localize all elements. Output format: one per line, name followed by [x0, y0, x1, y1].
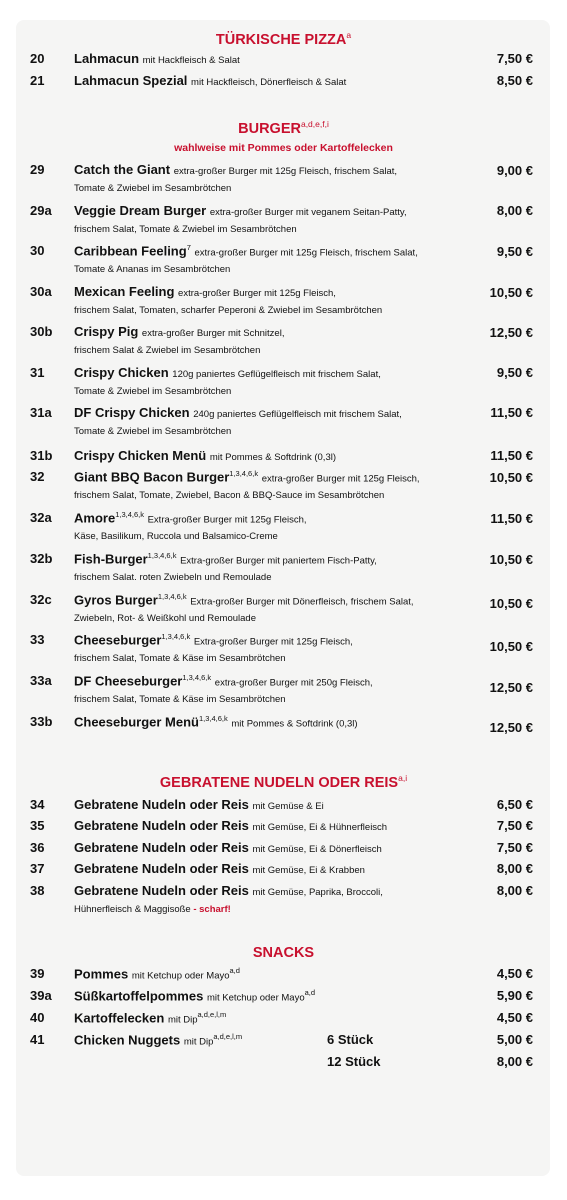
- item-price: 4,50 €: [496, 1010, 533, 1025]
- item-line: [74, 818, 387, 833]
- item-number: 31: [30, 365, 45, 380]
- item-description-line2: [74, 613, 256, 624]
- item-line: [74, 324, 284, 339]
- item-number: 29a: [30, 203, 52, 218]
- item-line: [74, 714, 358, 729]
- item-variant: 6 Stück: [327, 1032, 374, 1047]
- item-description-line2: [74, 264, 230, 275]
- item-description-line2: [74, 653, 286, 664]
- item-line: [74, 673, 373, 688]
- item-price: 10,50 €: [489, 596, 533, 611]
- item-price: 8,50 €: [496, 73, 533, 88]
- item-number: 32a: [30, 510, 52, 525]
- item-line: [74, 883, 383, 898]
- item-price: 11,50 €: [490, 511, 533, 526]
- item-description-text: frischem Salat & Zwiebel im Sesambrötchen: [74, 345, 261, 356]
- item-line: [74, 632, 353, 647]
- item-description: mit Ketchup oder Mayo: [206, 992, 305, 1004]
- item-description-text: Tomate & Zwiebel im Sesambrötchen: [74, 183, 232, 194]
- item-name: Crispy Chicken Menü: [74, 448, 207, 463]
- item-line: [74, 203, 407, 218]
- item-number: 40: [30, 1010, 45, 1025]
- item-allergen-note: a,d,e,l,m: [197, 1010, 227, 1019]
- item-name: Cheeseburger: [74, 632, 162, 648]
- item-line: [74, 162, 397, 177]
- item-number: 29: [30, 162, 45, 177]
- item-number: 36: [30, 840, 45, 855]
- item-description-line2: [74, 904, 231, 915]
- item-description-line2: [74, 572, 272, 583]
- item-price: 7,50 €: [496, 840, 533, 855]
- item-variant: 12 Stück: [327, 1054, 381, 1069]
- item-description: mit Gemüse, Paprika, Broccoli,: [252, 887, 383, 898]
- item-price: 12,50 €: [489, 720, 533, 735]
- item-price: 10,50 €: [489, 639, 533, 654]
- item-description-line2: [74, 694, 286, 705]
- item-name: Crispy Chicken: [74, 365, 169, 380]
- item-price: 12,50 €: [489, 325, 533, 340]
- item-allergen-note: 1,3,4,6,k: [229, 469, 259, 478]
- item-allergen-note: a,d,e,l,m: [213, 1032, 243, 1041]
- item-line: [74, 1032, 242, 1047]
- item-name: Lahmacun Spezial: [74, 73, 188, 88]
- item-allergen-note: 7: [186, 243, 191, 252]
- item-number: 30a: [30, 284, 52, 299]
- item-description-text: frischem Salat, Tomaten, scharfer Peperoni & Zwiebel im Sesambrötchen: [74, 305, 383, 316]
- item-name: Gebratene Nudeln oder Reis: [74, 840, 249, 855]
- item-price: 11,50 €: [490, 405, 533, 420]
- item-allergen-note: 1,3,4,6,k: [198, 714, 228, 723]
- item-name: Gebratene Nudeln oder Reis: [74, 861, 249, 876]
- item-price: 8,00 €: [496, 1054, 533, 1069]
- item-name: Veggie Dream Burger: [74, 203, 207, 218]
- item-description-line2: [74, 345, 260, 356]
- item-allergen-note: 1,3,4,6,k: [157, 592, 187, 601]
- item-price: 9,50 €: [496, 365, 533, 380]
- section-title-snacks: SNACKS: [252, 945, 315, 961]
- item-price: 7,50 €: [496, 51, 533, 66]
- item-price: 7,50 €: [496, 818, 533, 833]
- item-description-text: Hühnerfleisch & Maggisoße: [74, 904, 191, 915]
- item-number: 32b: [30, 551, 53, 566]
- item-description-line2: [74, 490, 384, 501]
- item-description-line2: [74, 426, 231, 437]
- item-description-text: Tomate & Zwiebel im Sesambrötchen: [74, 386, 232, 397]
- item-number: 30: [30, 243, 45, 258]
- item-name: Mexican Feeling: [74, 284, 175, 299]
- item-number: 38: [30, 883, 45, 898]
- item-price: 5,90 €: [496, 988, 533, 1003]
- item-description-text: Käse, Basilikum, Ruccola und Balsamico-Creme: [74, 531, 278, 542]
- item-description: mit Hackfleisch & Salat: [142, 55, 240, 66]
- item-description: mit Hackfleisch, Dönerfleisch & Salat: [191, 77, 347, 88]
- item-description: extra-großer Burger mit 125g Fleisch,: [261, 473, 420, 485]
- item-name: Amore: [74, 510, 116, 526]
- item-description: mit Dip: [183, 1036, 214, 1048]
- item-price: 12,50 €: [489, 680, 533, 695]
- item-price: 10,50 €: [489, 552, 533, 567]
- item-line: [74, 405, 402, 420]
- item-number: 33: [30, 632, 45, 647]
- item-name: Catch the Giant: [74, 162, 171, 177]
- item-description-text: Zwiebeln, Rot- & Weißkohl und Remoulade: [74, 613, 256, 624]
- item-name: Gebratene Nudeln oder Reis: [74, 818, 249, 833]
- item-price: 8,00 €: [496, 203, 533, 218]
- section-subtitle-burger: wahlweise mit Pommes oder Kartoffelecken: [174, 142, 393, 154]
- item-allergen-note: 1,3,4,6,k: [161, 632, 191, 641]
- item-description: Extra-großer Burger mit Dönerfleisch, frischem Salat,: [190, 596, 414, 608]
- item-price: 10,50 €: [489, 285, 533, 300]
- item-line: [74, 448, 336, 463]
- item-price: 9,00 €: [496, 163, 533, 178]
- item-description-text: frischem Salat, Tomate, Zwiebel, Bacon & BBQ-Sauce im Sesambrötchen: [74, 490, 385, 501]
- item-number: 39: [30, 966, 45, 981]
- item-name: Cheeseburger Menü: [74, 714, 199, 730]
- item-name: Gyros Burger: [74, 592, 158, 608]
- item-description-line2: [74, 305, 382, 316]
- item-spicy-label: - scharf!: [193, 904, 231, 915]
- item-name: Gebratene Nudeln oder Reis: [74, 797, 249, 812]
- item-description-text: frischem Salat, Tomate & Zwiebel im Sesambrötchen: [74, 224, 297, 235]
- item-description: Extra-großer Burger mit 125g Fleisch,: [147, 514, 307, 526]
- item-allergen-note: 1,3,4,6,k: [147, 551, 177, 560]
- item-description-text: Tomate & Ananas im Sesambrötchen: [74, 264, 231, 275]
- item-allergen-note: a,d: [304, 988, 316, 997]
- item-line: [74, 592, 414, 607]
- item-description-line2: [74, 531, 278, 542]
- item-line: [74, 988, 315, 1003]
- item-line: [74, 966, 240, 981]
- item-price: 9,50 €: [496, 244, 533, 259]
- item-name: Caribbean Feeling: [74, 243, 187, 259]
- item-description: mit Gemüse & Ei: [252, 801, 324, 812]
- item-description: extra-großer Burger mit veganem Seitan-Patty,: [209, 207, 407, 218]
- item-description: extra-großer Burger mit 250g Fleisch,: [214, 677, 373, 689]
- item-number: 31b: [30, 448, 53, 463]
- item-name: Kartoffelecken: [74, 1010, 165, 1026]
- item-name: Pommes: [74, 966, 129, 982]
- item-name: Crispy Pig: [74, 324, 139, 339]
- item-name: Giant BBQ Bacon Burger: [74, 469, 230, 485]
- item-description: 120g paniertes Geflügelfleisch mit frischem Salat,: [172, 369, 381, 380]
- item-price: 6,50 €: [496, 797, 533, 812]
- item-number: 34: [30, 797, 45, 812]
- item-line: [74, 469, 420, 484]
- item-price: 5,00 €: [496, 1032, 533, 1047]
- item-description-line2: [74, 224, 297, 235]
- item-number: 21: [30, 73, 45, 88]
- item-description-text: Tomate & Zwiebel im Sesambrötchen: [74, 426, 232, 437]
- item-name: DF Cheeseburger: [74, 673, 183, 689]
- item-description: Extra-großer Burger mit paniertem Fisch-Patty,: [180, 555, 377, 567]
- item-name: Süßkartoffelpommes: [74, 988, 204, 1004]
- item-number: 33a: [30, 673, 52, 688]
- item-line: [74, 551, 377, 566]
- item-number: 32c: [30, 592, 52, 607]
- item-description: extra-großer Burger mit Schnitzel,: [141, 328, 285, 339]
- item-name: Lahmacun: [74, 51, 140, 66]
- item-name: Chicken Nuggets: [74, 1032, 181, 1048]
- item-number: 39a: [30, 988, 52, 1003]
- item-number: 20: [30, 51, 45, 66]
- item-line: [74, 284, 336, 299]
- item-description: mit Gemüse, Ei & Dönerfleisch: [252, 844, 382, 855]
- item-number: 37: [30, 861, 45, 876]
- item-price: 4,50 €: [496, 966, 533, 981]
- item-name: Gebratene Nudeln oder Reis: [74, 883, 249, 898]
- item-allergen-note: a,d: [229, 966, 240, 975]
- item-description: mit Pommes & Softdrink (0,3l): [231, 718, 358, 730]
- item-description-line2: [74, 386, 231, 397]
- item-number: 32: [30, 469, 45, 484]
- item-description-line2: [74, 183, 231, 194]
- item-line: [74, 51, 240, 66]
- item-name: Fish-Burger: [74, 551, 148, 567]
- section-title-gebratene-nudeln: GEBRATENE NUDELN ODER REIS$^{a,i}$: [159, 773, 408, 791]
- item-number: 30b: [30, 324, 53, 339]
- item-number: 31a: [30, 405, 52, 420]
- item-allergen-note: 1,3,4,6,k: [115, 510, 144, 519]
- item-line: [74, 73, 346, 88]
- item-number: 41: [30, 1032, 45, 1047]
- item-allergen-note: 1,3,4,6,k: [182, 673, 212, 682]
- item-line: [74, 840, 382, 855]
- item-line: [74, 861, 365, 876]
- item-line: [74, 510, 307, 525]
- item-description: extra-großer Burger mit 125g Fleisch,: [178, 288, 336, 299]
- item-price: 8,00 €: [496, 883, 533, 898]
- item-line: [74, 1010, 226, 1025]
- item-description-text: frischem Salat. roten Zwiebeln und Remoulade: [74, 572, 272, 583]
- item-description-text: frischem Salat, Tomate & Käse im Sesambrötchen: [74, 694, 286, 705]
- item-line: [74, 365, 381, 380]
- item-price: 8,00 €: [496, 861, 533, 876]
- item-description: 240g paniertes Geflügelfleisch mit frischem Salat,: [193, 409, 402, 420]
- item-description: mit Dip: [167, 1014, 198, 1026]
- item-name: DF Crispy Chicken: [74, 405, 190, 420]
- section-title-burger: BURGER$^{a,d,e,f,i}$: [238, 119, 329, 137]
- item-number: 35: [30, 818, 45, 833]
- section-title-tuerkische-pizza: TÜRKISCHE PIZZA$^a$: [215, 30, 352, 48]
- item-description: mit Ketchup oder Mayo: [131, 970, 230, 982]
- item-description: mit Pommes & Softdrink (0,3l): [209, 452, 336, 463]
- item-line: [74, 797, 324, 812]
- item-description: extra-großer Burger mit 125g Fleisch, frischem Salat,: [173, 166, 398, 177]
- item-price: 10,50 €: [489, 470, 533, 485]
- item-description: extra-großer Burger mit 125g Fleisch, frischem Salat,: [194, 247, 418, 259]
- item-number: 33b: [30, 714, 53, 729]
- item-description: mit Gemüse, Ei & Hühnerfleisch: [252, 822, 388, 833]
- item-description: mit Gemüse, Ei & Krabben: [252, 865, 365, 876]
- item-description-text: frischem Salat, Tomate & Käse im Sesambrötchen: [74, 653, 286, 664]
- item-line: [74, 243, 418, 258]
- item-price: 11,50 €: [490, 448, 533, 463]
- item-description: Extra-großer Burger mit 125g Fleisch,: [193, 636, 353, 648]
